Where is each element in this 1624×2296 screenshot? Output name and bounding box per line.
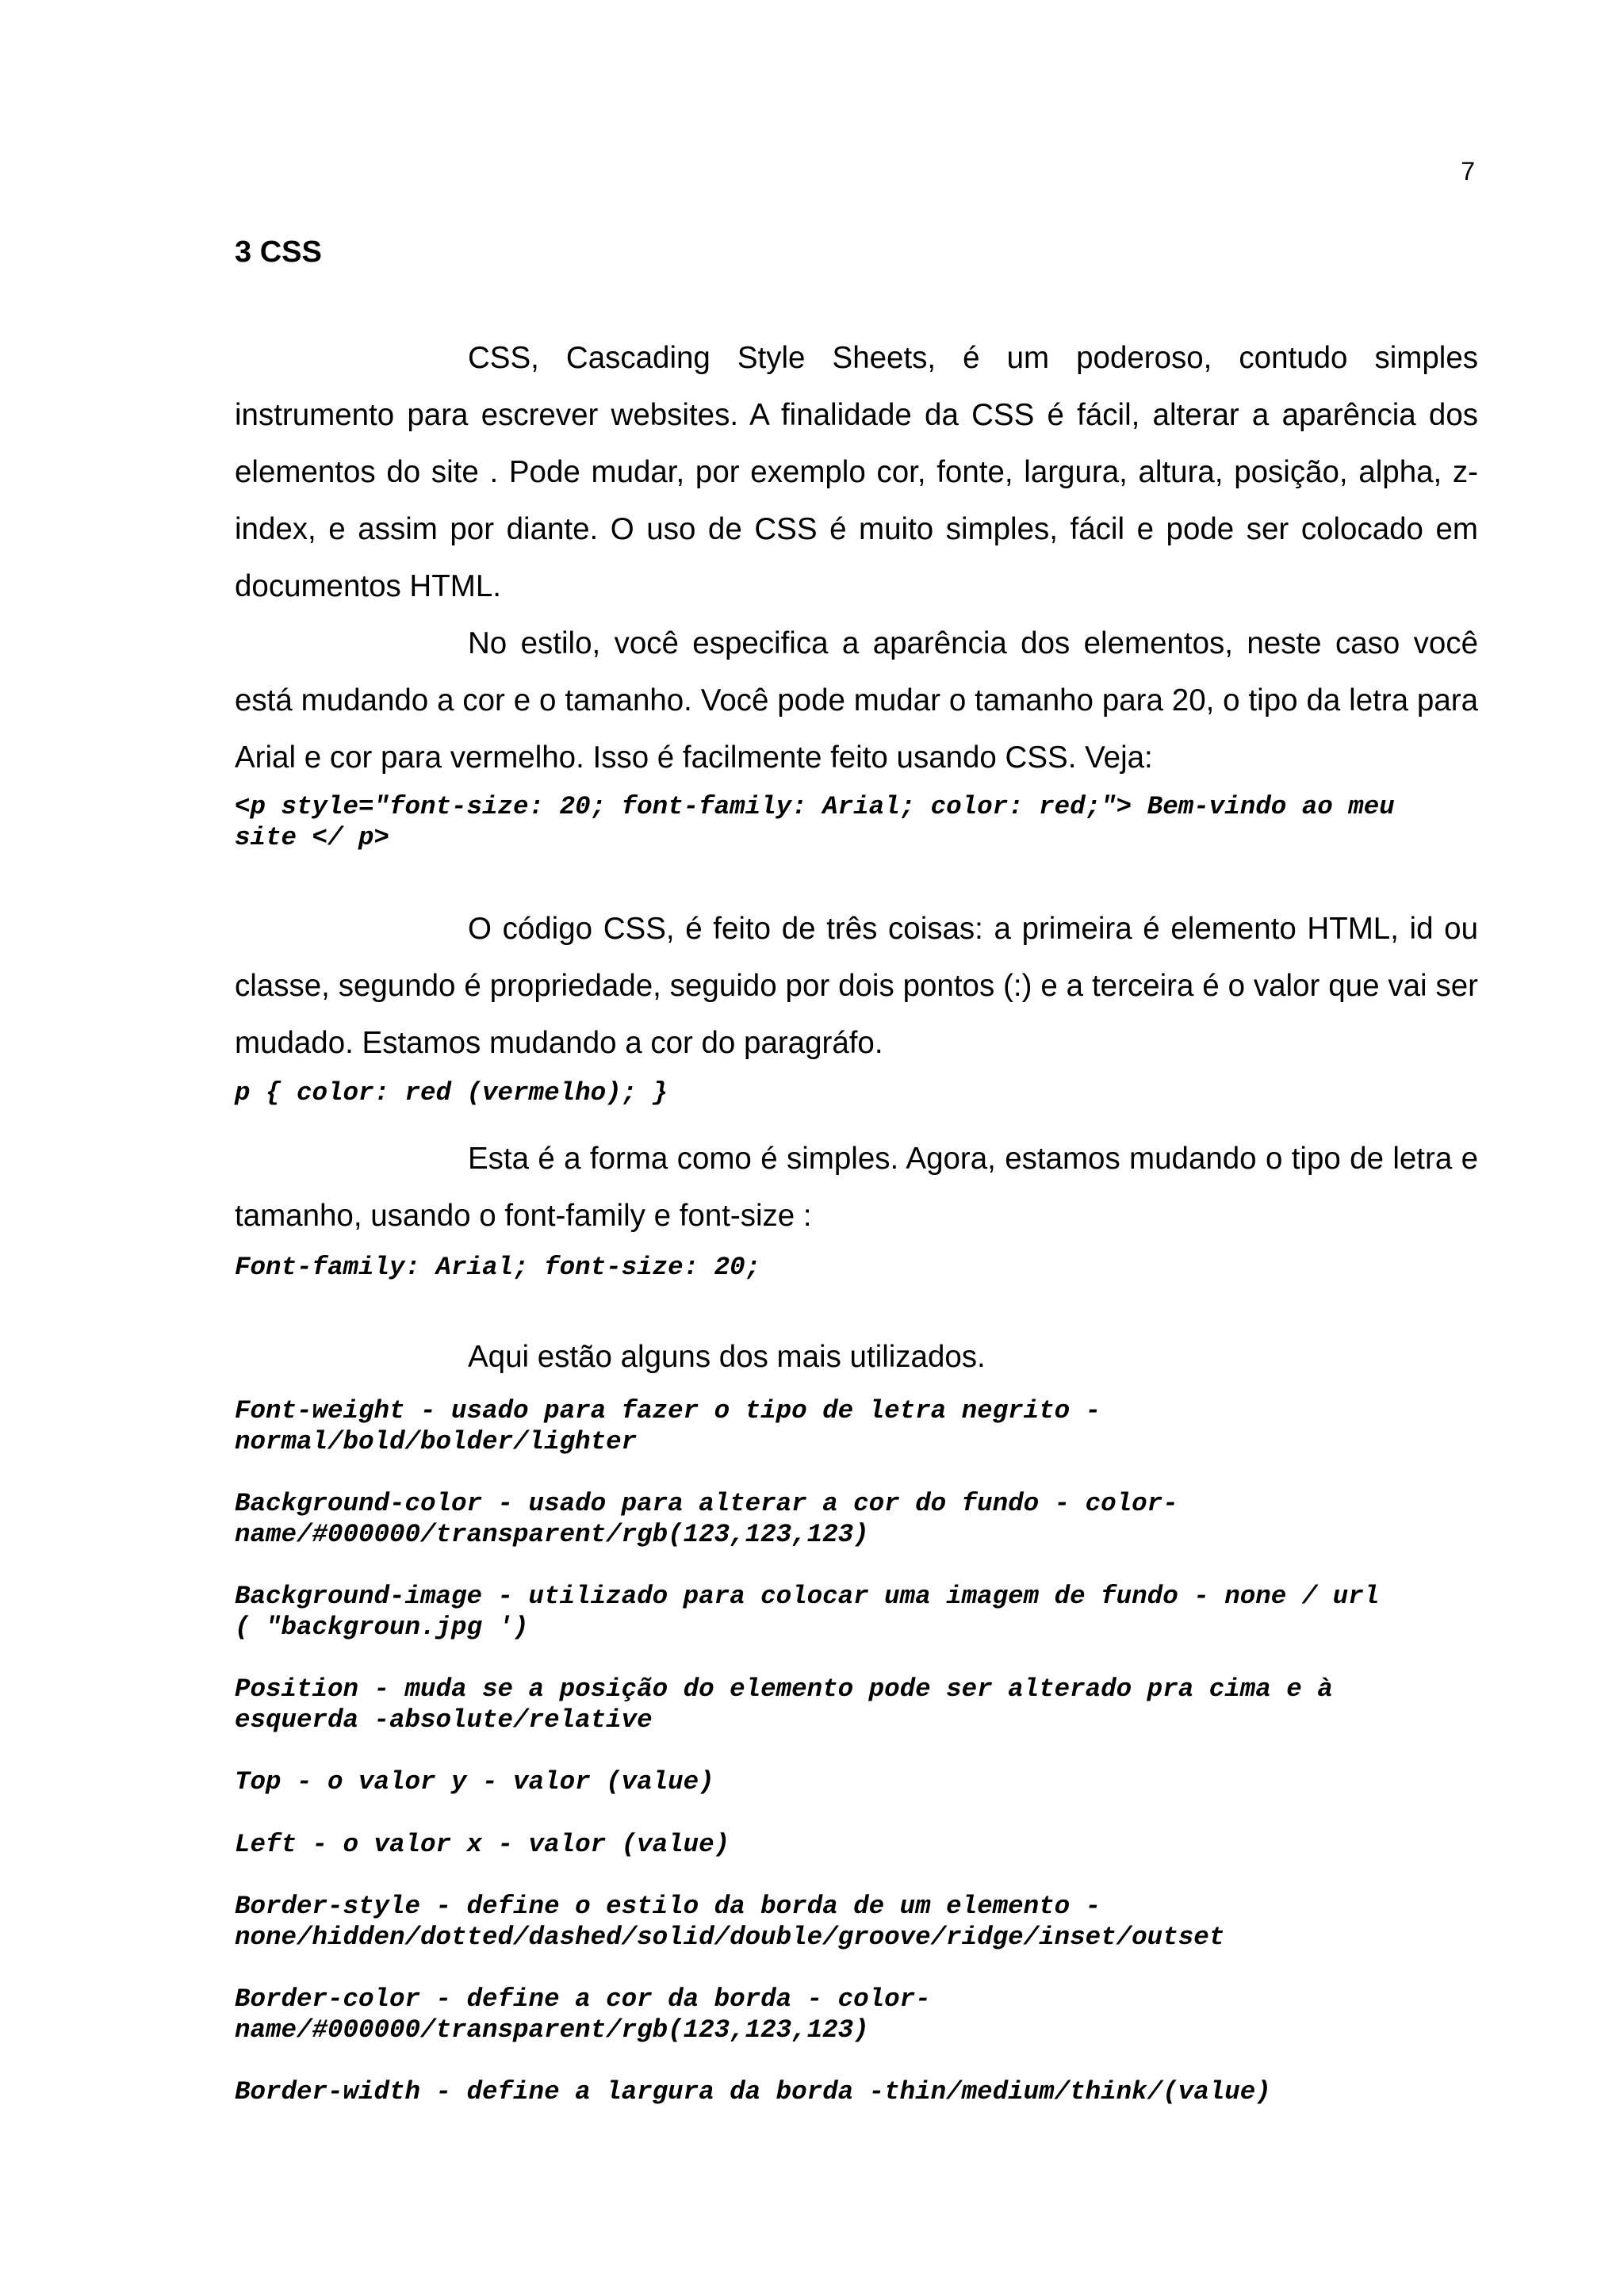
- font-paragraph: Esta é a forma como é simples. Agora, estamos mudando o tipo de letra e tamanho, usando o font-family e font-size :: [235, 1142, 1478, 1233]
- property-border-color: Border-color - define a cor da borda - color- name/#000000/transparent/rgb(123,123,123): [235, 1984, 931, 2045]
- section-title: 3 CSS: [235, 235, 322, 269]
- property-font-weight: Font-weight - usado para fazer o tipo de letra negrito - normal/bold/bolder/lighter: [235, 1396, 1101, 1456]
- property-top: Top - o valor y - valor (value): [235, 1767, 714, 1797]
- property-border-style: Border-style - define o estilo da borda de um elemento - none/hidden/dotted/dashed/solid/double/groove/ridge/inset/outset: [235, 1892, 1225, 1952]
- code-example-font: Font-family: Arial; font-size: 20;: [235, 1253, 761, 1282]
- intro-paragraph: CSS, Cascading Style Sheets, é um poderoso, contudo simples instrumento para escrever websites. A finalidade da CSS é fácil, alterar a aparência dos elementos do site . Pode mudar, por exemplo cor, fonte, largura, altura, posição, alpha, z-index, e assim por diante. O uso de CSS é muito simples, fácil e pode ser colocado em documentos HTML.: [235, 341, 1478, 603]
- code-example-inline-style: <p style="font-size: 20; font-family: Arial; color: red;"> Bem-vindo ao meu site </ p>: [235, 792, 1395, 852]
- property-left: Left - o valor x - valor (value): [235, 1830, 730, 1859]
- style-paragraph: No estilo, você especifica a aparência dos elementos, neste caso você está mudando a cor e o tamanho. Você pode mudar o tamanho para 20, o tipo da letra para Arial e cor para vermelho. Isso é facilmente feito usando CSS. Veja:: [235, 626, 1478, 775]
- common-properties-intro: Aqui estão alguns dos mais utilizados.: [468, 1340, 986, 1374]
- page-number: 7: [1461, 157, 1475, 186]
- syntax-paragraph: O código CSS, é feito de três coisas: a primeira é elemento HTML, id ou classe, segundo é propriedade, seguido por dois pontos (:) e a terceira é o valor que vai ser mudado. Estamos mudando a cor do paragráfo.: [235, 912, 1478, 1060]
- property-background-color: Background-color - usado para alterar a cor do fundo - color- name/#000000/transparent/rgb(123,123,123): [235, 1489, 1178, 1549]
- property-position: Position - muda se a posição do elemento pode ser alterado pra cima e à esquerda -absolute/relative: [235, 1674, 1333, 1735]
- code-example-color: p { color: red (vermelho); }: [235, 1078, 668, 1108]
- property-border-width: Border-width - define a largura da borda -thin/medium/think/(value): [235, 2077, 1271, 2107]
- property-background-image: Background-image - utilizado para colocar uma imagem de fundo - none / url ( "backgroun.jpg '): [235, 1582, 1380, 1642]
